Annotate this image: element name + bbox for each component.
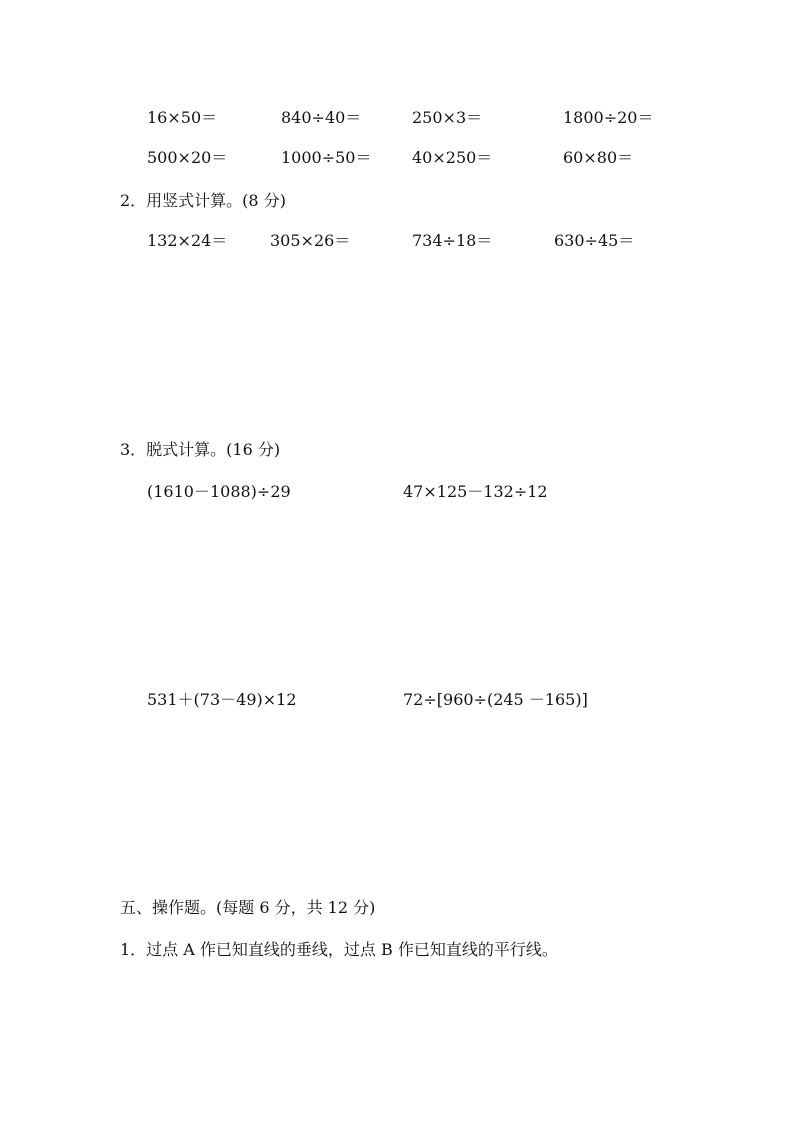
vertical-calc-item: 305×26＝ — [270, 231, 351, 250]
vertical-calc-item: 734÷18＝ — [412, 231, 493, 250]
vertical-calc-item: 132×24＝ — [147, 231, 228, 250]
mental-calc-item: 840÷40＝ — [281, 108, 362, 127]
section-heading: 2．用竖式计算。(8 分) — [120, 191, 286, 210]
stepwise-calc-item: (1610－1088)÷29 — [147, 482, 291, 501]
mental-calc-item: 16×50＝ — [147, 108, 218, 127]
vertical-calc-item: 630÷45＝ — [554, 231, 635, 250]
mental-calc-item: 60×80＝ — [563, 148, 634, 167]
stepwise-calc-item: 531＋(73－49)×12 — [147, 690, 297, 709]
mental-calc-item: 1800÷20＝ — [563, 108, 654, 127]
question-text: 1．过点 A 作已知直线的垂线，过点 B 作已知直线的平行线。 — [120, 940, 558, 959]
mental-calc-item: 500×20＝ — [147, 148, 228, 167]
stepwise-calc-item: 72÷[960÷(245 －165)] — [403, 690, 588, 709]
section-heading: 五、操作题。(每题 6 分，共 12 分) — [120, 898, 376, 917]
mental-calc-item: 250×3＝ — [412, 108, 483, 127]
mental-calc-item: 40×250＝ — [412, 148, 493, 167]
section-heading: 3．脱式计算。(16 分) — [120, 440, 281, 459]
mental-calc-item: 1000÷50＝ — [281, 148, 372, 167]
stepwise-calc-item: 47×125－132÷12 — [403, 482, 548, 501]
